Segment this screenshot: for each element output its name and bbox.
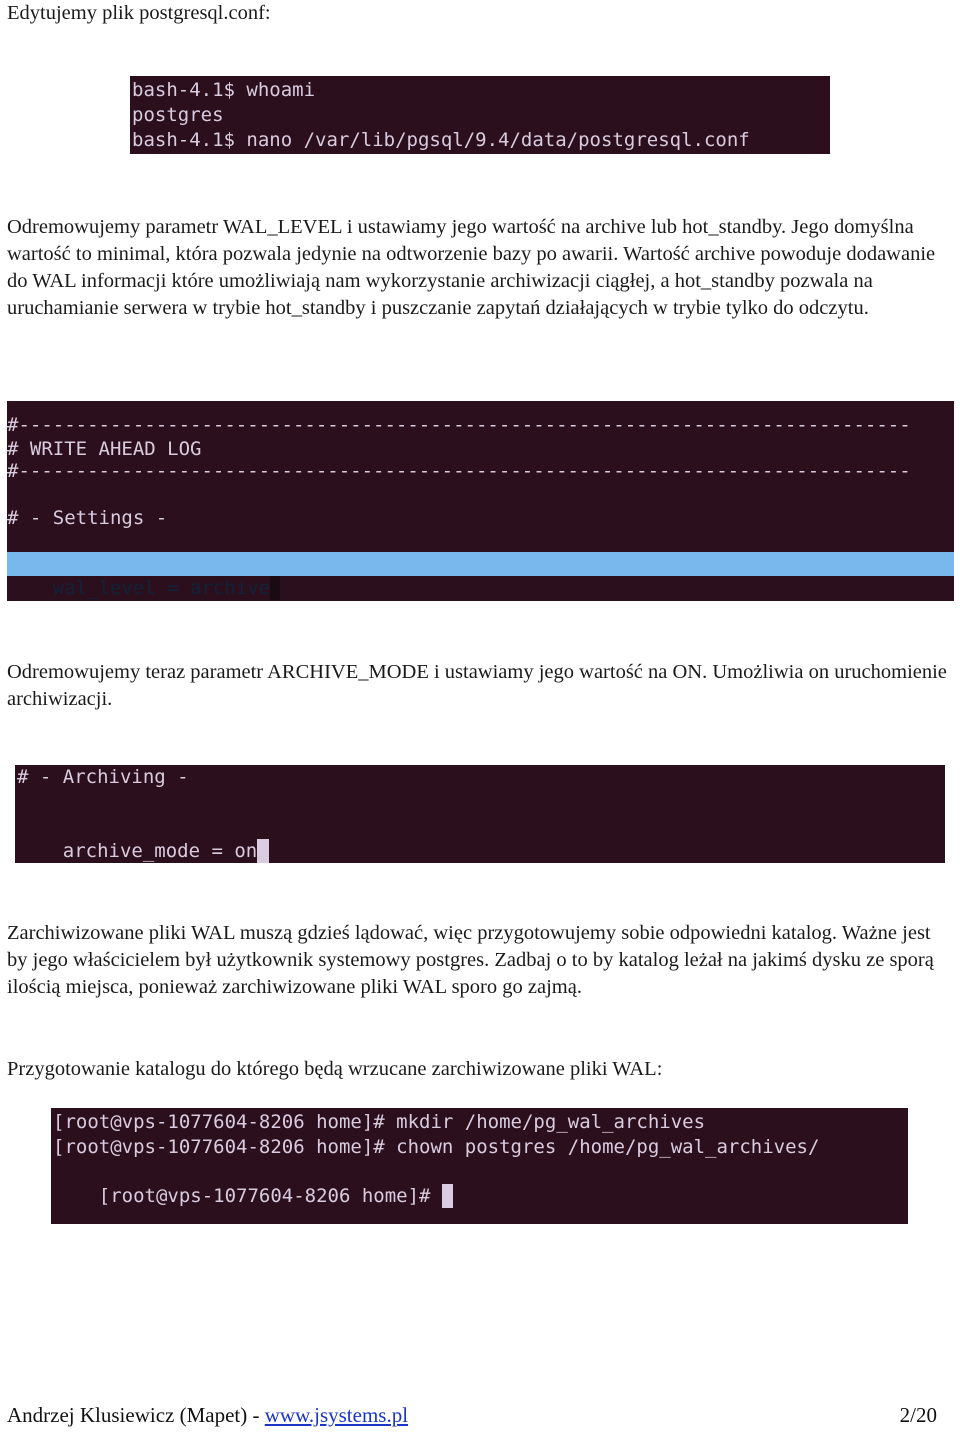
restart-comment-line — [7, 575, 954, 599]
archive-mode-line — [17, 815, 945, 862]
terminal-line: [root@vps-1077604-8206 home]# chown postgres /home/pg_wal_archives/ — [53, 1136, 820, 1158]
page-footer — [7, 1402, 937, 1428]
terminal-screenshot-archive-mode — [15, 765, 945, 863]
config-separator: #------------------------------------------------------------------------------ — [7, 460, 911, 482]
terminal-prompt-line — [53, 1160, 908, 1207]
archive-mode-paragraph: Odremowujemy teraz parametr ARCHIVE_MODE i ustawiamy jego wartość na ON. Umożliwia on uruchomienie archiwizacji. — [7, 661, 947, 710]
wal-level-line — [7, 552, 954, 599]
wal-level-setting: wal_level = archive — [52, 577, 271, 599]
terminal-line: postgres — [132, 104, 224, 126]
terminal-screenshot-mkdir — [51, 1108, 908, 1224]
terminal-line: bash-4.1$ nano /var/lib/pgsql/9.4/data/postgresql.conf — [132, 129, 750, 151]
prepare-dir-paragraph: Przygotowanie katalogu do którego będą wrzucane zarchiwizowane pliki WAL: — [7, 1058, 663, 1080]
config-separator: #------------------------------------------------------------------------------ — [7, 414, 911, 436]
footer-author: Andrzej Klusiewicz (Mapet) - — [7, 1403, 265, 1427]
footer-link[interactable]: www.jsystems.pl — [264, 1403, 409, 1427]
terminal-screenshot-wal-level — [7, 401, 954, 601]
wal-archive-dir-paragraph: Zarchiwizowane pliki WAL muszą gdzieś lądować, więc przygotowujemy sobie odpowiedni katalog. Ważne jest by jego właścicielem był użytkownik systemowy postgres. Zadbaj o to by katalog leżał na jakimś dysku ze sporą ilością miejsca, ponieważ zarchiwizowane pliki WAL sporo go zajmą. — [7, 922, 934, 998]
restart-comment — [439, 599, 748, 601]
wal-level-paragraph: Odremowujemy parametr WAL_LEVEL i ustawiamy jego wartość na archive lub hot_standby. Jego domyślna wartość to minimal, która pozwala jedynie na odtworzenie bazy po awarii. Wartość archive powoduje dodawanie do WAL informacji które umożliwiają nam wykorzystanie archiwizacji ciągłej, a hot_standby pozwala na uruchamianie serwera w trybie hot_standby i puszczanie zapytań działających w trybie tylko do odczytu. — [7, 216, 936, 319]
terminal-screenshot-whoami — [130, 76, 830, 154]
terminal-prompt: [root@vps-1077604-8206 home]# — [98, 1185, 442, 1207]
config-subsection: # - Archiving - — [17, 766, 189, 788]
page-number: 2/20 — [899, 1403, 937, 1427]
config-subsection: # - Settings - — [7, 507, 168, 529]
config-section-title: # WRITE AHEAD LOG — [7, 438, 202, 460]
intro-text: Edytujemy plik postgresql.conf: — [7, 2, 271, 24]
restart-comment-line — [17, 840, 945, 863]
archive-mode-setting: archive_mode = on — [62, 840, 258, 862]
terminal-line: bash-4.1$ whoami — [132, 79, 316, 101]
terminal-line: [root@vps-1077604-8206 home]# mkdir /home/pg_wal_archives — [53, 1111, 706, 1133]
text-cursor — [442, 1184, 453, 1208]
